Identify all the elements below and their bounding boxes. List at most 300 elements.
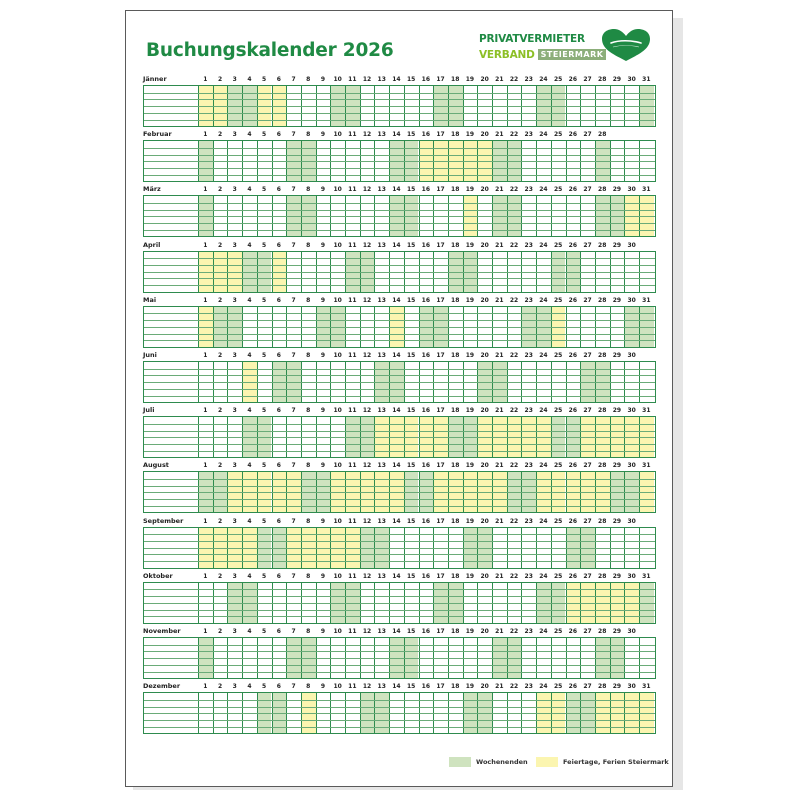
day-number: 17 bbox=[436, 407, 445, 415]
row-line bbox=[144, 534, 655, 535]
day-number: 3 bbox=[232, 241, 237, 249]
day-number: 3 bbox=[232, 352, 237, 359]
day-number: 6 bbox=[276, 572, 281, 580]
day-number: 18 bbox=[451, 76, 460, 83]
day-number: 7 bbox=[291, 407, 296, 415]
row-line bbox=[144, 168, 655, 169]
day-number: 13 bbox=[377, 76, 386, 83]
day-number: 3 bbox=[232, 131, 237, 139]
day-number: 1 bbox=[203, 296, 208, 304]
day-number: 22 bbox=[509, 572, 519, 580]
day-number: 19 bbox=[465, 241, 475, 249]
day-number: 10 bbox=[333, 683, 342, 691]
day-number: 2 bbox=[217, 462, 223, 470]
day-number: 27 bbox=[583, 131, 592, 139]
calendar-sheet bbox=[125, 10, 673, 787]
day-number: 12 bbox=[362, 241, 372, 249]
day-number: 17 bbox=[436, 352, 445, 359]
day-number: 11 bbox=[348, 462, 357, 470]
day-number: 13 bbox=[377, 462, 386, 470]
day-number: 9 bbox=[320, 241, 326, 249]
day-number: 19 bbox=[465, 517, 475, 525]
day-number: 29 bbox=[612, 683, 622, 691]
booking-grid bbox=[143, 471, 656, 513]
day-number: 11 bbox=[348, 241, 357, 249]
day-number: 22 bbox=[509, 186, 519, 194]
day-number: 26 bbox=[568, 683, 578, 691]
day-number: 14 bbox=[392, 241, 401, 249]
day-number: 29 bbox=[612, 352, 622, 359]
day-number: 29 bbox=[612, 462, 622, 470]
day-number: 13 bbox=[377, 572, 386, 580]
day-number: 22 bbox=[509, 241, 519, 249]
day-number: 30 bbox=[627, 186, 636, 194]
day-number: 3 bbox=[232, 628, 237, 635]
day-number: 20 bbox=[480, 76, 489, 83]
day-number: 1 bbox=[203, 628, 208, 635]
day-number: 6 bbox=[276, 517, 281, 525]
day-number: 30 bbox=[627, 572, 636, 580]
day-number: 15 bbox=[406, 462, 416, 470]
day-number: 24 bbox=[539, 296, 548, 304]
row-line bbox=[144, 278, 655, 279]
day-number: 24 bbox=[539, 241, 548, 249]
day-number: 5 bbox=[262, 683, 267, 691]
day-number: 18 bbox=[451, 296, 460, 304]
day-number: 5 bbox=[262, 296, 267, 304]
day-number: 21 bbox=[495, 462, 504, 470]
day-number: 31 bbox=[642, 186, 651, 194]
day-number: 6 bbox=[276, 462, 281, 470]
legend-weekend bbox=[449, 756, 528, 768]
row-line bbox=[144, 389, 655, 390]
day-number: 26 bbox=[568, 628, 578, 635]
day-number: 30 bbox=[627, 76, 636, 83]
day-number: 21 bbox=[495, 76, 504, 83]
day-number: 4 bbox=[247, 462, 252, 470]
day-number: 29 bbox=[612, 572, 622, 580]
booking-grid bbox=[143, 361, 656, 403]
day-number: 24 bbox=[539, 628, 548, 635]
month-label: Mai bbox=[143, 295, 157, 304]
day-number: 6 bbox=[276, 683, 281, 691]
booking-grid bbox=[143, 692, 656, 734]
day-number: 7 bbox=[291, 186, 296, 194]
day-number: 25 bbox=[553, 131, 563, 139]
day-number: 15 bbox=[406, 131, 416, 139]
row-line bbox=[144, 444, 655, 445]
day-number: 20 bbox=[480, 186, 489, 194]
day-number: 20 bbox=[480, 683, 489, 691]
day-number: 25 bbox=[553, 683, 563, 691]
day-number: 16 bbox=[421, 628, 431, 635]
row-line bbox=[144, 548, 655, 549]
month-label: April bbox=[143, 240, 161, 249]
day-number: 16 bbox=[421, 352, 431, 359]
day-number: 27 bbox=[583, 683, 592, 691]
row-line bbox=[144, 424, 655, 425]
day-number: 23 bbox=[524, 241, 533, 249]
day-number: 17 bbox=[436, 683, 445, 691]
day-number: 18 bbox=[451, 186, 460, 194]
day-number: 8 bbox=[306, 131, 311, 139]
row-line bbox=[144, 320, 655, 321]
day-number: 30 bbox=[627, 462, 636, 470]
day-number: 13 bbox=[377, 296, 386, 304]
day-number: 20 bbox=[480, 407, 489, 415]
row-line bbox=[144, 99, 655, 100]
day-number: 27 bbox=[583, 352, 592, 359]
day-number: 31 bbox=[642, 462, 651, 470]
day-number: 19 bbox=[465, 186, 475, 194]
day-number: 21 bbox=[495, 352, 504, 359]
day-number: 27 bbox=[583, 407, 592, 415]
day-number: 5 bbox=[262, 131, 267, 139]
day-number: 9 bbox=[320, 352, 326, 359]
row-line bbox=[144, 223, 655, 224]
row-line bbox=[144, 658, 655, 659]
day-number: 3 bbox=[232, 462, 237, 470]
day-number: 16 bbox=[421, 683, 431, 691]
day-number: 10 bbox=[333, 186, 342, 194]
day-number: 10 bbox=[333, 572, 342, 580]
day-number: 19 bbox=[465, 628, 475, 635]
day-number: 12 bbox=[362, 407, 372, 415]
day-number: 8 bbox=[306, 76, 311, 83]
day-number: 5 bbox=[262, 186, 267, 194]
day-number: 23 bbox=[524, 296, 533, 304]
day-number: 3 bbox=[232, 76, 237, 83]
day-number: 25 bbox=[553, 407, 563, 415]
day-number: 27 bbox=[583, 462, 592, 470]
day-number: 28 bbox=[598, 683, 607, 691]
day-number: 9 bbox=[320, 296, 326, 304]
day-number: 22 bbox=[509, 407, 519, 415]
day-number: 6 bbox=[276, 628, 281, 635]
day-number: 30 bbox=[627, 628, 636, 635]
day-number: 19 bbox=[465, 683, 475, 691]
day-number: 18 bbox=[451, 628, 460, 635]
row-line bbox=[144, 216, 655, 217]
day-number: 2 bbox=[217, 296, 223, 304]
day-number: 1 bbox=[203, 131, 208, 139]
booking-grid bbox=[143, 637, 656, 679]
day-number: 28 bbox=[598, 296, 607, 304]
day-number: 12 bbox=[362, 683, 372, 691]
row-line bbox=[144, 155, 655, 156]
day-number: 4 bbox=[247, 241, 252, 249]
month-label: Juni bbox=[143, 351, 157, 359]
row-line bbox=[144, 175, 655, 176]
day-number: 2 bbox=[217, 76, 223, 83]
day-number: 22 bbox=[509, 76, 519, 83]
day-number: 16 bbox=[421, 76, 431, 83]
day-number: 3 bbox=[232, 683, 237, 691]
day-number: 4 bbox=[247, 352, 252, 359]
row-line bbox=[144, 313, 655, 314]
day-number: 9 bbox=[320, 186, 326, 194]
logo-privatvermieter: PRIVATVERMIETER bbox=[479, 33, 585, 45]
day-number: 25 bbox=[553, 186, 563, 194]
day-number: 11 bbox=[348, 683, 357, 691]
day-number: 28 bbox=[598, 407, 607, 415]
booking-grid bbox=[143, 416, 656, 458]
row-line bbox=[144, 120, 655, 121]
day-number: 9 bbox=[320, 517, 326, 525]
day-number: 2 bbox=[217, 407, 223, 415]
day-number: 6 bbox=[276, 352, 281, 359]
row-line bbox=[144, 596, 655, 597]
row-line bbox=[144, 258, 655, 259]
day-number: 26 bbox=[568, 462, 578, 470]
row-line bbox=[144, 113, 655, 114]
day-number: 20 bbox=[480, 131, 489, 139]
page-title: Buchungskalender 2026 bbox=[146, 40, 394, 61]
day-number: 4 bbox=[247, 186, 252, 194]
row-line bbox=[144, 506, 655, 507]
day-number: 18 bbox=[451, 352, 460, 359]
day-number: 20 bbox=[480, 572, 489, 580]
day-number: 9 bbox=[320, 572, 326, 580]
day-number: 14 bbox=[392, 407, 401, 415]
day-number: 15 bbox=[406, 186, 416, 194]
day-number: 23 bbox=[524, 186, 533, 194]
day-number: 14 bbox=[392, 517, 401, 525]
day-number: 18 bbox=[451, 683, 460, 691]
day-number: 14 bbox=[392, 628, 401, 635]
day-number: 18 bbox=[451, 462, 460, 470]
day-number: 26 bbox=[568, 296, 578, 304]
day-number: 12 bbox=[362, 517, 372, 525]
day-number: 30 bbox=[627, 407, 636, 415]
day-number: 26 bbox=[568, 131, 578, 139]
day-number: 17 bbox=[436, 462, 445, 470]
row-line bbox=[144, 265, 655, 266]
day-number: 11 bbox=[348, 572, 357, 580]
logo-line-2 bbox=[479, 48, 606, 61]
row-line bbox=[144, 93, 655, 94]
day-number: 22 bbox=[509, 683, 519, 691]
day-number: 29 bbox=[612, 241, 622, 249]
day-number: 23 bbox=[524, 572, 533, 580]
day-number: 1 bbox=[203, 572, 208, 580]
month-label: März bbox=[143, 185, 161, 194]
day-number: 12 bbox=[362, 186, 372, 194]
legend-holiday-label: Feiertage, Ferien Steiermark bbox=[563, 758, 669, 766]
day-number: 4 bbox=[247, 296, 252, 304]
day-number: 1 bbox=[203, 186, 208, 194]
day-number: 22 bbox=[509, 296, 519, 304]
day-number: 31 bbox=[642, 407, 651, 415]
day-number: 13 bbox=[377, 241, 386, 249]
day-number: 11 bbox=[348, 76, 357, 83]
day-number: 16 bbox=[421, 186, 431, 194]
day-number: 8 bbox=[306, 462, 311, 470]
day-number: 25 bbox=[553, 628, 563, 635]
day-number: 6 bbox=[276, 131, 281, 139]
day-number: 17 bbox=[436, 76, 445, 83]
day-number: 2 bbox=[217, 683, 223, 691]
day-number: 14 bbox=[392, 683, 401, 691]
day-number: 24 bbox=[539, 186, 548, 194]
day-number: 14 bbox=[392, 462, 401, 470]
day-number: 18 bbox=[451, 241, 460, 249]
day-number: 11 bbox=[348, 186, 357, 194]
month-label: Dezember bbox=[143, 682, 181, 691]
day-number: 21 bbox=[495, 131, 504, 139]
day-number: 7 bbox=[291, 241, 296, 249]
day-number: 13 bbox=[377, 628, 386, 635]
day-number: 29 bbox=[612, 76, 622, 83]
day-number: 2 bbox=[217, 186, 223, 194]
day-number: 13 bbox=[377, 407, 386, 415]
day-number: 29 bbox=[612, 186, 622, 194]
day-number: 7 bbox=[291, 683, 296, 691]
row-line bbox=[144, 230, 655, 231]
day-number: 25 bbox=[553, 517, 563, 525]
day-number: 2 bbox=[217, 628, 223, 635]
day-number: 24 bbox=[539, 352, 548, 359]
day-number: 19 bbox=[465, 296, 475, 304]
day-number: 14 bbox=[392, 352, 401, 359]
day-number: 21 bbox=[495, 628, 504, 635]
day-number: 7 bbox=[291, 76, 296, 83]
day-number: 1 bbox=[203, 683, 208, 691]
day-number: 11 bbox=[348, 628, 357, 635]
day-number: 28 bbox=[598, 131, 607, 139]
day-number: 27 bbox=[583, 76, 592, 83]
day-number: 19 bbox=[465, 462, 475, 470]
row-line bbox=[144, 610, 655, 611]
booking-grid bbox=[143, 85, 656, 127]
day-number: 7 bbox=[291, 296, 296, 304]
day-number: 24 bbox=[539, 683, 548, 691]
day-number: 22 bbox=[509, 462, 519, 470]
day-number: 10 bbox=[333, 628, 342, 635]
day-number: 9 bbox=[320, 76, 326, 83]
day-number: 22 bbox=[509, 352, 519, 359]
day-number: 24 bbox=[539, 517, 548, 525]
row-line bbox=[144, 327, 655, 328]
day-number: 12 bbox=[362, 462, 372, 470]
row-line bbox=[144, 479, 655, 480]
day-number: 5 bbox=[262, 572, 267, 580]
day-number: 30 bbox=[627, 296, 636, 304]
day-number: 23 bbox=[524, 352, 533, 359]
day-number: 5 bbox=[262, 628, 267, 635]
day-number: 23 bbox=[524, 407, 533, 415]
day-number: 1 bbox=[203, 462, 208, 470]
day-number: 31 bbox=[642, 683, 651, 691]
row-line bbox=[144, 148, 655, 149]
month-label: November bbox=[143, 627, 181, 635]
day-number: 26 bbox=[568, 572, 578, 580]
day-number: 19 bbox=[465, 407, 475, 415]
day-number: 8 bbox=[306, 407, 311, 415]
day-number: 3 bbox=[232, 296, 237, 304]
row-line bbox=[144, 651, 655, 652]
row-line bbox=[144, 561, 655, 562]
day-number: 27 bbox=[583, 572, 592, 580]
day-number: 29 bbox=[612, 628, 622, 635]
day-number: 26 bbox=[568, 407, 578, 415]
row-line bbox=[144, 486, 655, 487]
day-number: 2 bbox=[217, 352, 223, 359]
row-line bbox=[144, 713, 655, 714]
day-number: 23 bbox=[524, 76, 533, 83]
day-number: 7 bbox=[291, 462, 296, 470]
day-number: 18 bbox=[451, 572, 460, 580]
legend-holiday bbox=[536, 756, 669, 768]
green-heart-logo-icon bbox=[599, 28, 653, 62]
day-number: 13 bbox=[377, 683, 386, 691]
day-number: 18 bbox=[451, 131, 460, 139]
day-number: 17 bbox=[436, 296, 445, 304]
logo-steiermark-badge: STEIERMARK bbox=[538, 49, 607, 60]
booking-grid bbox=[143, 140, 656, 182]
day-number: 1 bbox=[203, 241, 208, 249]
row-line bbox=[144, 700, 655, 701]
row-line bbox=[144, 106, 655, 107]
day-number: 15 bbox=[406, 572, 416, 580]
day-number: 1 bbox=[203, 352, 208, 359]
row-line bbox=[144, 451, 655, 452]
day-number: 28 bbox=[598, 517, 607, 525]
day-number: 6 bbox=[276, 407, 281, 415]
day-number: 11 bbox=[348, 407, 357, 415]
row-line bbox=[144, 541, 655, 542]
day-number: 7 bbox=[291, 517, 296, 525]
day-number: 15 bbox=[406, 241, 416, 249]
day-number: 13 bbox=[377, 131, 386, 139]
day-number: 2 bbox=[217, 131, 223, 139]
month-label: Juli bbox=[143, 406, 155, 415]
day-number: 12 bbox=[362, 131, 372, 139]
day-number: 21 bbox=[495, 186, 504, 194]
day-number: 16 bbox=[421, 572, 431, 580]
day-number: 24 bbox=[539, 76, 548, 83]
day-number: 28 bbox=[598, 186, 607, 194]
booking-grid bbox=[143, 527, 656, 569]
day-number: 1 bbox=[203, 407, 208, 415]
day-number: 28 bbox=[598, 628, 607, 635]
day-number: 20 bbox=[480, 241, 489, 249]
day-number: 28 bbox=[598, 241, 607, 249]
day-number: 21 bbox=[495, 572, 504, 580]
day-number: 19 bbox=[465, 352, 475, 359]
day-number: 2 bbox=[217, 241, 223, 249]
day-number: 9 bbox=[320, 628, 326, 635]
day-number: 15 bbox=[406, 683, 416, 691]
day-number: 7 bbox=[291, 131, 296, 139]
day-number: 12 bbox=[362, 572, 372, 580]
row-line bbox=[144, 396, 655, 397]
row-line bbox=[144, 285, 655, 286]
day-number: 26 bbox=[568, 241, 578, 249]
day-number: 15 bbox=[406, 517, 416, 525]
day-number: 20 bbox=[480, 517, 489, 525]
month-label: Februar bbox=[143, 130, 172, 139]
month-label: Jänner bbox=[143, 75, 167, 83]
day-number: 2 bbox=[217, 517, 223, 525]
day-number: 3 bbox=[232, 517, 237, 525]
logo-verband: VERBAND bbox=[479, 48, 535, 61]
day-number: 10 bbox=[333, 407, 342, 415]
day-number: 16 bbox=[421, 407, 431, 415]
day-number: 15 bbox=[406, 352, 416, 359]
day-number: 8 bbox=[306, 186, 311, 194]
day-number: 19 bbox=[465, 572, 475, 580]
